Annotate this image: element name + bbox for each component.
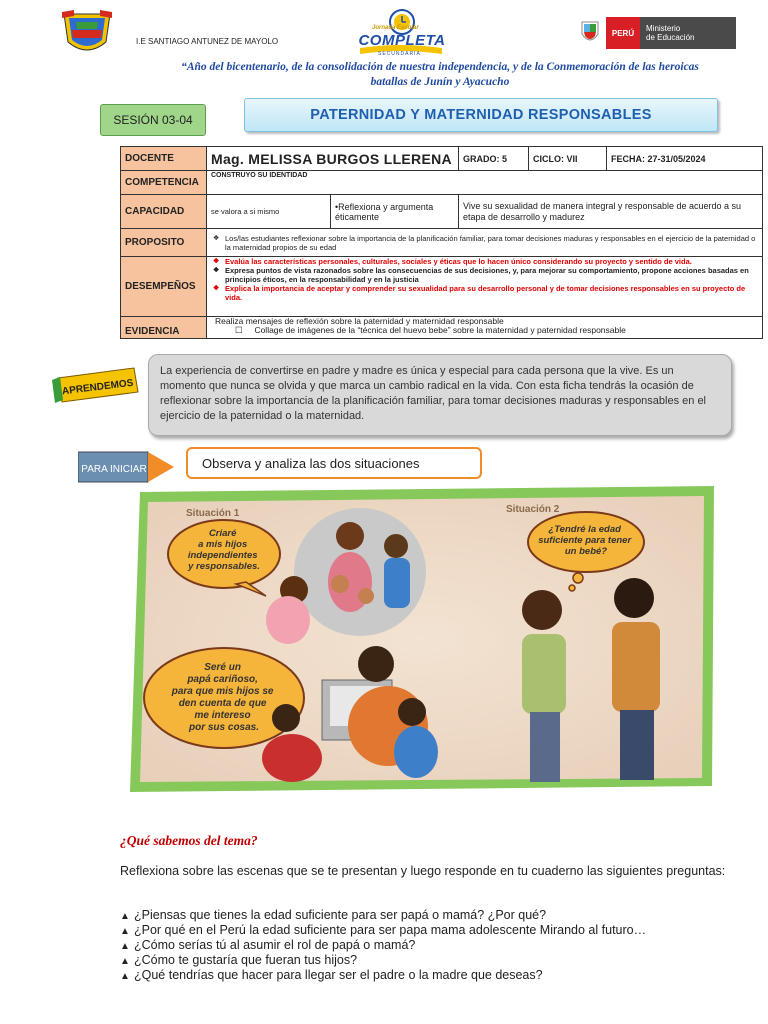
anio-line-2: batallas de Junín y Ayacucho [370,76,510,88]
desempeno-3: ❖ Explica la importancia de aceptar y comprender su sexualidad para su desarrollo personal y de tomar decisiones responsables en su proyecto de vida. [211,284,758,302]
anio-line-1: “Año del bicentenario, de la consolidación de nuestra independencia, y de la Conmemoración de las heroicas [181,61,699,73]
situacion-1-label: Situación 1 [186,508,240,519]
evidencia-label: EVIDENCIA [121,317,207,339]
school-name: I.E SANTIAGO ANTUNEZ DE MAYOLO [136,37,279,46]
bubble-3-text: ¿Tendré la edad suficiente para tener un bebé? [538,524,632,557]
anio-heading [120,60,760,90]
evidencia-row [121,317,763,339]
competencia-label: COMPETENCIA [121,171,207,195]
docente-label: DOCENTE [121,147,207,171]
session-info-table [120,146,763,339]
jornada-small-text: Jornada Escolar [372,25,419,31]
evidencia-1: Realiza mensajes de reflexión sobre la paternidad y maternidad responsable [215,316,504,326]
evidencia-cell [207,317,763,339]
reflexiona-instruction: Reflexiona sobre las escenas que se te presentan y luego responde en tu cuaderno las siguientes preguntas: [120,864,726,878]
question-item: ▲ ¿Cómo serías tú al asumir el rol de papá o mamá? [120,938,760,953]
docente-row [121,147,763,171]
fecha-cell: FECHA: 27-31/05/2024 [607,147,763,171]
observa-instruction: Observa y analiza las dos situaciones [186,447,482,479]
capacidad-3: Vive su sexualidad de manera integral y responsable de acuerdo a su etapa de desarrollo y madurez [459,195,763,229]
proposito-text: ❖ Los/las estudiantes reflexionar sobre la importancia de la planificación familiar, para tomar decisiones maduras y responsables en el ejercicio de la paternidad o la maternidad propios de su edad [211,234,758,252]
ministerio-line-1: Ministerio [646,24,681,33]
proposito-cell [207,229,763,257]
capacidad-2: •Reflexiona y argumenta éticamente [331,195,459,229]
aprendemos-label: APRENDEMOS [61,377,134,398]
aprendemos-tag [52,364,140,404]
desempenos-row [121,257,763,317]
bubble-2-text: Seré un papá cariñoso, para que mis hijos se den cuenta de que me intereso por sus cosas. [171,662,274,733]
capacidad-row [121,195,763,229]
questions-list [120,908,760,983]
situacion-2-label: Situación 2 [506,504,560,515]
evidencia-2-row [235,326,758,335]
desempenos-cell [207,257,763,317]
ministerio-line-2: de Educación [646,33,695,42]
proposito-row [121,229,763,257]
checkbox-icon: ☐ [235,325,255,335]
family-thought-cloud [294,508,426,636]
grado-cell: GRADO: 5 [459,147,529,171]
desempeno-2: ❖ Expresa puntos de vista razonados sobre las consecuencias de sus decisiones, y, para mejorar su comportamiento, propone acciones basadas en principios éticos, en la responsabilidad y en la justicia [211,266,758,284]
jornada-completa-text: COMPLETA [358,32,446,49]
session-title: PATERNIDAD Y MATERNIDAD RESPONSABLES [244,98,718,132]
competencia-value: CONSTRUYO SU IDENTIDAD [207,171,763,195]
competencia-row [121,171,763,195]
proposito-label: PROPOSITO [121,229,207,257]
capacidad-label: CAPACIDAD [121,195,207,229]
ciclo-cell: CICLO: VII [529,147,607,171]
que-sabemos-heading: ¿Qué sabemos del tema? [120,833,258,848]
evidencia-2: Collage de imágenes de la “técnica del huevo bebe” sobre la maternidad y paternidad responsable [254,325,626,335]
bubble-1-text: Criaré a mis hijos independientes y responsables. [187,528,260,572]
jornada-sub-text: SECUNDARIA [378,51,421,57]
question-item: ▲ ¿Por qué en el Perú la edad suficiente para ser papa mama adolescente Mirando al futuro… [120,923,760,938]
school-logo [60,8,114,58]
para-iniciar-label: PARA INICIAR [81,464,147,475]
peru-label: PERÚ [606,17,640,49]
peru-shield-icon [580,20,600,46]
aprendemos-text: La experiencia de convertirse en padre y madre es única y especial para cada persona que la vive. Es un momento que nunca se olvida y que marca un cambio radical en la vida. Con esta ficha tendrás la ocasión de reflexionar sobre la importancia de la planificación familiar, para tomar decisiones maduras y responsables en el ejercicio de la paternidad o la maternidad. [160,365,707,422]
para-iniciar-tag [78,450,174,486]
question-item: ▲ ¿Piensas que tienes la edad suficiente para ser papá o mamá? ¿Por qué? [120,908,760,923]
desempeno-1: ❖ Evalúa las características personales, culturales, sociales y éticas que lo hacen único considerando su proyecto y sentido de vida. [211,257,758,266]
session-badge: SESIÓN 03-04 [100,104,206,136]
ministerio-label [640,17,736,49]
capacidad-1: se valora a si mismo [207,195,331,229]
desempenos-label: DESEMPEÑOS [121,257,207,317]
situaciones-illustration [126,486,718,794]
docente-name: Mag. MELISSA BURGOS LLERENA [207,147,459,171]
question-item: ▲ ¿Qué tendrías que hacer para llegar ser el padre o la madre que deseas? [120,968,760,983]
question-item: ▲ ¿Cómo te gustaría que fueran tus hijos? [120,953,760,968]
